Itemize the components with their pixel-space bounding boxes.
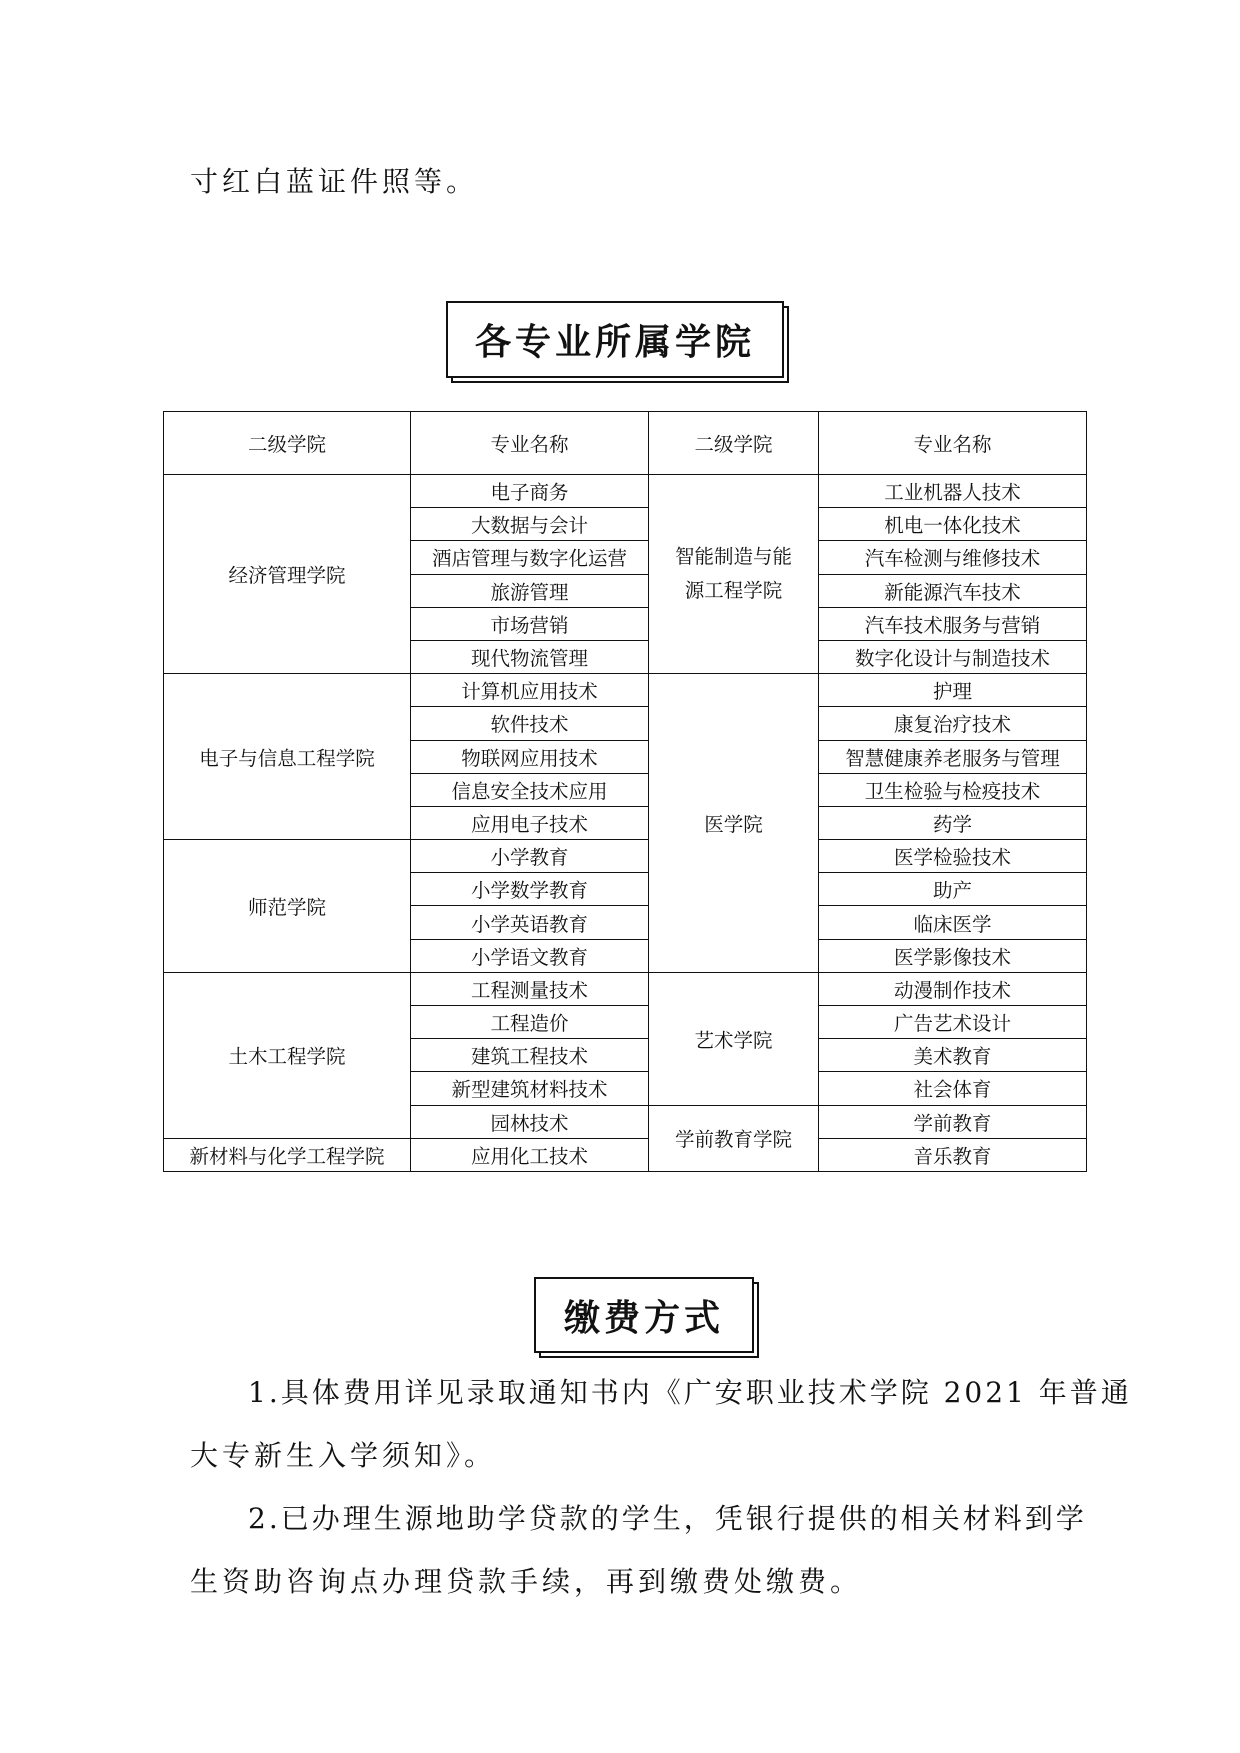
major-cell: 小学数学教育 [411, 873, 649, 906]
major-cell: 美术教育 [819, 1039, 1087, 1072]
payment-p1-line1: 1.具体费用详见录取通知书内《广安职业技术学院 2021 年普通 [248, 1376, 1132, 1409]
table-header-row [164, 412, 1087, 475]
section2-title: 缴费方式 [534, 1277, 754, 1353]
major-cell: 音乐教育 [819, 1138, 1087, 1171]
college-cell: 师范学院 [164, 840, 411, 973]
major-cell: 康复治疗技术 [819, 707, 1087, 740]
college-cell: 医学院 [649, 674, 819, 973]
major-cell: 动漫制作技术 [819, 972, 1087, 1005]
major-cell: 市场营销 [411, 607, 649, 640]
major-cell: 建筑工程技术 [411, 1039, 649, 1072]
major-cell: 物联网应用技术 [411, 740, 649, 773]
major-cell: 学前教育 [819, 1105, 1087, 1138]
major-cell: 新型建筑材料技术 [411, 1072, 649, 1105]
major-cell: 酒店管理与数字化运营 [411, 541, 649, 574]
major-cell: 汽车检测与维修技术 [819, 541, 1087, 574]
college-cell: 智能制造与能源工程学院 [649, 475, 819, 674]
major-cell: 软件技术 [411, 707, 649, 740]
major-cell: 计算机应用技术 [411, 674, 649, 707]
major-cell: 助产 [819, 873, 1087, 906]
major-cell: 智慧健康养老服务与管理 [819, 740, 1087, 773]
major-cell: 小学语文教育 [411, 939, 649, 972]
major-cell: 小学教育 [411, 840, 649, 873]
college-majors-table [163, 411, 1087, 1172]
college-cell: 土木工程学院 [164, 972, 411, 1138]
college-cell: 经济管理学院 [164, 475, 411, 674]
section1-title: 各专业所属学院 [446, 301, 784, 378]
major-cell: 医学检验技术 [819, 840, 1087, 873]
major-cell: 工程测量技术 [411, 972, 649, 1005]
table-row [164, 1138, 1087, 1171]
table-row [164, 674, 1087, 707]
major-cell: 应用电子技术 [411, 806, 649, 839]
major-cell: 大数据与会计 [411, 508, 649, 541]
top-paragraph-text: 寸红白蓝证件照等。 [190, 165, 479, 198]
payment-p2-line2: 生资助咨询点办理贷款手续，再到缴费处缴费。 [190, 1565, 863, 1598]
header-college-right: 二级学院 [649, 412, 819, 475]
table-row [164, 840, 1087, 873]
major-cell: 工程造价 [411, 1006, 649, 1039]
major-cell: 小学英语教育 [411, 906, 649, 939]
major-cell: 工业机器人技术 [819, 475, 1087, 508]
payment-p1-line2: 大专新生入学须知》。 [190, 1439, 497, 1472]
table-row [164, 475, 1087, 508]
major-cell: 汽车技术服务与营销 [819, 607, 1087, 640]
major-cell: 信息安全技术应用 [411, 773, 649, 806]
major-cell: 医学影像技术 [819, 939, 1087, 972]
table-row [164, 972, 1087, 1005]
major-cell: 新能源汽车技术 [819, 574, 1087, 607]
major-cell: 广告艺术设计 [819, 1006, 1087, 1039]
major-cell: 数字化设计与制造技术 [819, 640, 1087, 673]
college-majors-table-body [164, 412, 1087, 1172]
header-major-left: 专业名称 [411, 412, 649, 475]
major-cell: 卫生检验与检疫技术 [819, 773, 1087, 806]
college-cell: 学前教育学院 [649, 1105, 819, 1171]
major-cell: 园林技术 [411, 1105, 649, 1138]
college-cell: 新材料与化学工程学院 [164, 1138, 411, 1171]
major-cell: 旅游管理 [411, 574, 649, 607]
major-cell: 应用化工技术 [411, 1138, 649, 1171]
major-cell: 药学 [819, 806, 1087, 839]
major-cell: 现代物流管理 [411, 640, 649, 673]
college-cell: 电子与信息工程学院 [164, 674, 411, 840]
major-cell: 电子商务 [411, 475, 649, 508]
major-cell: 机电一体化技术 [819, 508, 1087, 541]
major-cell: 社会体育 [819, 1072, 1087, 1105]
major-cell: 临床医学 [819, 906, 1087, 939]
major-cell: 护理 [819, 674, 1087, 707]
college-cell: 艺术学院 [649, 972, 819, 1105]
header-major-right: 专业名称 [819, 412, 1087, 475]
header-college-left: 二级学院 [164, 412, 411, 475]
payment-p2-line1: 2.已办理生源地助学贷款的学生，凭银行提供的相关材料到学 [248, 1502, 1087, 1535]
